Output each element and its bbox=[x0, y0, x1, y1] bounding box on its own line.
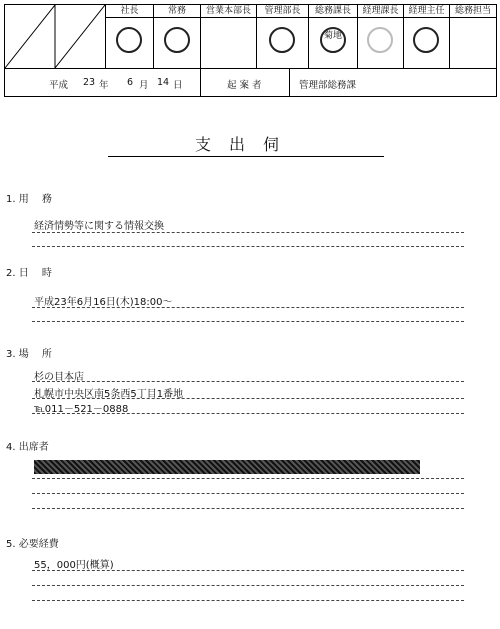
section-label-cost: 5. 必要経費 bbox=[6, 539, 59, 550]
approval-header: 経理主任 bbox=[404, 5, 449, 18]
ruled-line bbox=[32, 413, 464, 414]
ruled-line bbox=[32, 585, 464, 586]
ruled-line bbox=[32, 570, 464, 571]
seal-stamp bbox=[269, 27, 295, 53]
seal-stamp bbox=[413, 27, 439, 53]
approval-header: 社長 bbox=[106, 5, 153, 18]
blank-cell-slashes bbox=[5, 5, 105, 68]
approval-stamp-grid bbox=[4, 4, 497, 97]
approval-header: 営業本部長 bbox=[201, 5, 256, 18]
seal-stamp bbox=[164, 27, 190, 53]
approval-cell-managing-director bbox=[153, 5, 200, 68]
date-row-divider bbox=[289, 69, 290, 96]
approval-cell-president bbox=[105, 5, 153, 68]
ruled-line bbox=[32, 321, 464, 322]
approval-cell-sales-head bbox=[200, 5, 256, 68]
approval-cell-admin-manager bbox=[256, 5, 308, 68]
redacted-attendees bbox=[34, 460, 420, 474]
ruled-line bbox=[32, 398, 464, 399]
approval-cell-general-affairs-staff bbox=[449, 5, 496, 68]
section-label-datetime: 2. 日 時 bbox=[6, 268, 52, 279]
day-unit: 日 bbox=[173, 80, 183, 91]
document-title: 支出伺 bbox=[194, 135, 297, 154]
purpose-value: 経済情勢等に関する情報交換 bbox=[34, 221, 164, 232]
approval-header: 総務担当 bbox=[450, 5, 496, 18]
ruled-line bbox=[32, 508, 464, 509]
place-address: 札幌市中央区南5条西5丁目1番地 bbox=[34, 389, 184, 400]
approval-cell-accounting-lead bbox=[403, 5, 449, 68]
year-unit: 年 bbox=[99, 80, 109, 91]
cost-value: 55，000円(概算) bbox=[34, 560, 114, 571]
seal-stamp-faint bbox=[367, 27, 393, 53]
approval-header: 経理課長 bbox=[358, 5, 403, 18]
datetime-value: 平成23年6月16日(木)18:00〜 bbox=[34, 297, 173, 308]
title-underline bbox=[108, 156, 384, 157]
section-label-purpose: 1. 用 務 bbox=[6, 194, 52, 205]
ruled-line bbox=[32, 600, 464, 601]
date-row bbox=[5, 69, 496, 96]
ruled-line bbox=[32, 493, 464, 494]
seal-stamp-kikuchi: 菊地 bbox=[320, 27, 346, 53]
year: 23 bbox=[83, 77, 96, 88]
ruled-line bbox=[32, 232, 464, 233]
month-unit: 月 bbox=[139, 80, 149, 91]
ruled-line bbox=[32, 307, 464, 308]
approval-header: 常務 bbox=[154, 5, 200, 18]
month: 6 bbox=[127, 77, 134, 88]
section-label-attendees: 4. 出席者 bbox=[6, 442, 49, 453]
drafter-label: 起 案 者 bbox=[227, 80, 262, 91]
section-label-place: 3. 場 所 bbox=[6, 349, 52, 360]
ruled-line bbox=[32, 478, 464, 479]
approval-cell-general-affairs-chief bbox=[308, 5, 357, 68]
place-phone: ℡011－521－0888 bbox=[34, 404, 129, 415]
seal-stamp bbox=[116, 27, 142, 53]
approval-header: 管理部長 bbox=[257, 5, 308, 18]
era: 平成 bbox=[49, 80, 69, 91]
date-row-divider bbox=[200, 69, 201, 96]
day: 14 bbox=[157, 77, 170, 88]
approval-cell-accounting-chief bbox=[357, 5, 403, 68]
ruled-line bbox=[32, 381, 464, 382]
department: 管理部総務課 bbox=[299, 80, 357, 91]
ruled-line bbox=[32, 246, 464, 247]
place-name: 杉の目本店 bbox=[34, 372, 84, 383]
approval-header: 総務課長 bbox=[309, 5, 357, 18]
